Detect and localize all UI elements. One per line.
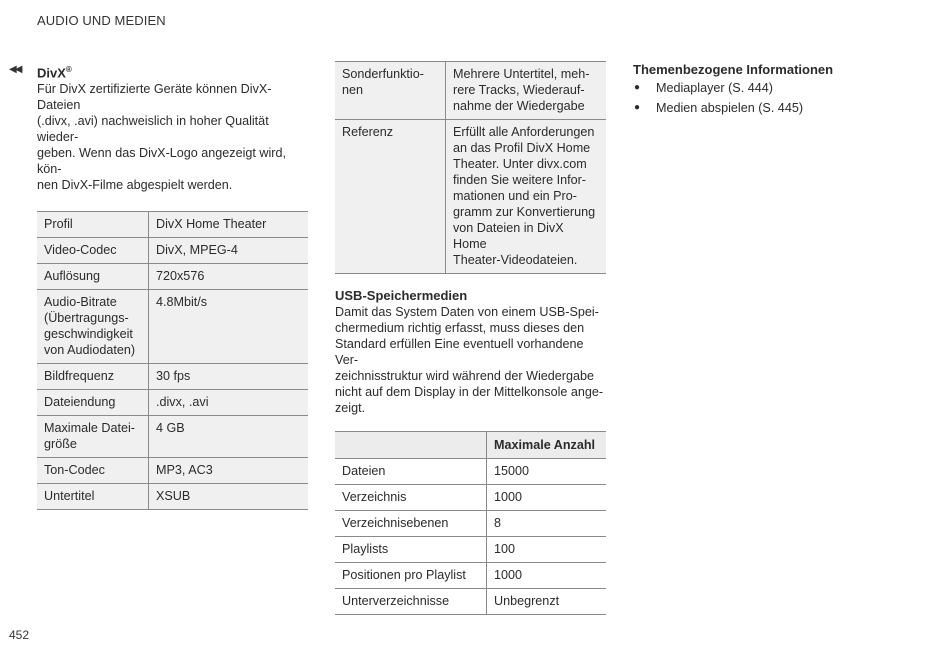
row-value: DivX Home Theater: [149, 212, 309, 238]
related-list: [633, 78, 913, 118]
row-label: Positionen pro Playlist: [335, 563, 487, 589]
table-row: [37, 458, 308, 484]
column-divx: [37, 61, 308, 510]
table-row: [37, 416, 308, 458]
table-row: [37, 238, 308, 264]
related-link[interactable]: [633, 98, 913, 118]
related-link-text: Medien abspielen (S. 445): [656, 101, 804, 115]
row-value: Mehrere Untertitel, meh- rere Tracks, Wiederauf- nahme der Wiedergabe: [446, 62, 607, 120]
row-value: 8: [487, 511, 607, 537]
table-row: [335, 62, 606, 120]
table-row: [37, 290, 308, 364]
column-related: [633, 61, 913, 118]
table-row: [37, 264, 308, 290]
row-label: Referenz: [335, 120, 446, 274]
table-row: [335, 537, 606, 563]
divx-spec-table: [37, 211, 308, 510]
section-header: AUDIO UND MEDIEN: [37, 13, 166, 28]
usb-title: USB-Speichermedien: [335, 288, 468, 303]
registered-mark: ®: [65, 65, 72, 74]
divx-spec-table-continued: [335, 61, 606, 274]
row-label: Dateiendung: [37, 390, 149, 416]
row-value: Unbegrenzt: [487, 589, 607, 615]
row-label: Unterverzeichnisse: [335, 589, 487, 615]
table-row: [37, 390, 308, 416]
usb-limits-table: [335, 431, 606, 615]
row-label: Maximale Datei- größe: [37, 416, 149, 458]
row-value: MP3, AC3: [149, 458, 309, 484]
related-title: Themenbezogene Informationen: [633, 62, 834, 77]
row-label: Video-Codec: [37, 238, 149, 264]
usb-table-header-row: [335, 432, 606, 459]
table-row: [335, 511, 606, 537]
table-row: [335, 459, 606, 485]
row-value: DivX, MPEG-4: [149, 238, 309, 264]
table-row: [37, 212, 308, 238]
row-value: 4 GB: [149, 416, 309, 458]
table-row: [37, 364, 308, 390]
table-row: [335, 485, 606, 511]
row-label: Profil: [37, 212, 149, 238]
divx-intro: Für DivX zertifizierte Geräte können DivX-Dateien (.divx, .avi) nachweislich in hoher Qualität wieder- geben. Wenn das DivX-Logo angezeigt wird, kön- nen DivX-Filme abgespielt werden.: [37, 82, 286, 193]
row-label: Playlists: [335, 537, 487, 563]
usb-header-max: Maximale Anzahl: [487, 432, 607, 459]
related-link-text: Mediaplayer (S. 444): [656, 81, 773, 95]
row-label: Dateien: [335, 459, 487, 485]
column-usb: [335, 61, 606, 615]
related-link[interactable]: [633, 78, 913, 98]
row-label: Audio-Bitrate (Übertragungs- geschwindigkeit von Audiodaten): [37, 290, 149, 364]
bullet-icon: ●: [634, 102, 641, 113]
page-number: 452: [9, 628, 30, 642]
row-value: 30 fps: [149, 364, 309, 390]
previous-page-icon[interactable]: ◀◀: [9, 64, 21, 75]
row-value: 720x576: [149, 264, 309, 290]
row-value: Erfüllt alle Anforderungen an das Profil DivX Home Theater. Unter divx.com finden Sie weitere Infor- mationen und ein Pro- gramm zur Konvertierung von Dateien in DivX Home Theater-Videodateien.: [446, 120, 607, 274]
bullet-icon: ●: [634, 82, 641, 93]
row-value: 15000: [487, 459, 607, 485]
row-label: Bildfrequenz: [37, 364, 149, 390]
table-row: [335, 563, 606, 589]
row-value: 1000: [487, 563, 607, 589]
row-value: 4.8Mbit/s: [149, 290, 309, 364]
usb-intro: Damit das System Daten von einem USB-Spei- chermedium richtig erfasst, muss dieses den Standard erfüllen Eine eventuell vorhandene Ver- zeichnisstruktur wird während der Wiedergabe nicht auf dem Display in der Mittelkonsole ange- zeigt.: [335, 305, 604, 415]
usb-header-empty: [335, 432, 487, 459]
divx-title-text: DivX: [37, 65, 66, 81]
divx-title: [37, 61, 308, 81]
row-label: Ton-Codec: [37, 458, 149, 484]
table-row: [37, 484, 308, 510]
row-label: Sonderfunktio- nen: [335, 62, 446, 120]
row-label: Verzeichnisebenen: [335, 511, 487, 537]
table-row: [335, 120, 606, 274]
row-value: 100: [487, 537, 607, 563]
table-row: [335, 589, 606, 615]
row-value: XSUB: [149, 484, 309, 510]
row-label: Verzeichnis: [335, 485, 487, 511]
row-value: .divx, .avi: [149, 390, 309, 416]
row-value: 1000: [487, 485, 607, 511]
row-label: Auflösung: [37, 264, 149, 290]
row-label: Untertitel: [37, 484, 149, 510]
